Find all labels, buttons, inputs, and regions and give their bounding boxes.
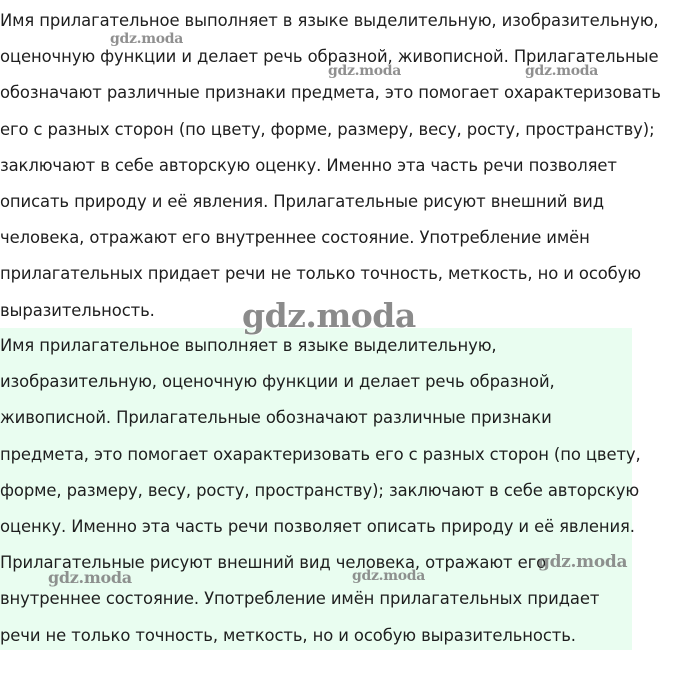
watermark: gdz.moda xyxy=(48,568,132,587)
text-line: его с разных сторон (по цвету, форме, размеру, весу, росту, пространству); xyxy=(0,119,655,139)
text-line: Прилагательные рисуют внешний вид человека, отражают его xyxy=(0,553,547,573)
watermark: gdz.moda xyxy=(352,568,426,584)
text-line: внутреннее состояние. Употребление имён прилагательных придает xyxy=(0,589,600,609)
answer-paragraph-1 xyxy=(0,3,680,329)
watermark: gdz.moda xyxy=(538,552,628,572)
text-line: заключают в себе авторскую оценку. Именно эта часть речи позволяет xyxy=(0,155,617,175)
text-line: Имя прилагательное выполняет в языке выделительную, изобразительную, xyxy=(0,11,659,30)
watermark: gdz.moda xyxy=(525,63,599,79)
watermark: gdz.moda xyxy=(110,31,184,47)
text-line: человека, отражают его внутреннее состояние. Употребление имён xyxy=(0,228,590,248)
text-line: живописной. Прилагательные обозначают различные признаки xyxy=(0,408,552,428)
text-line: речи не только точность, меткость, но и особую выразительность. xyxy=(0,625,576,645)
text-line: оценку. Именно эта часть речи позволяет описать природу и её явления. xyxy=(0,516,635,536)
watermark: gdz.moda xyxy=(328,63,402,79)
text-line: изобразительную, оценочную функции и делает речь образной, xyxy=(0,372,555,392)
text-line: Имя прилагательное выполняет в языке выделительную, xyxy=(0,336,497,355)
text-line: выразительность. xyxy=(0,300,155,320)
text-line: форме, размеру, весу, росту, пространству); заключают в себе авторскую xyxy=(0,480,640,500)
watermark-large: gdz.moda xyxy=(242,296,416,335)
text-line: оценочную функции и делает речь образной, живописной. Прилагательные xyxy=(0,47,659,67)
text-line: описать природу и её явления. Прилагательные рисуют внешний вид xyxy=(0,191,604,211)
text-line: прилагательных придает речи не только точность, меткость, но и особую xyxy=(0,264,641,284)
answer-paragraph-2-highlighted xyxy=(0,328,641,650)
text-line: предмета, это помогает охарактеризовать его с разных сторон (по цвету, xyxy=(0,444,641,464)
text-line: обозначают различные признаки предмета, это помогает охарактеризовать xyxy=(0,83,661,103)
